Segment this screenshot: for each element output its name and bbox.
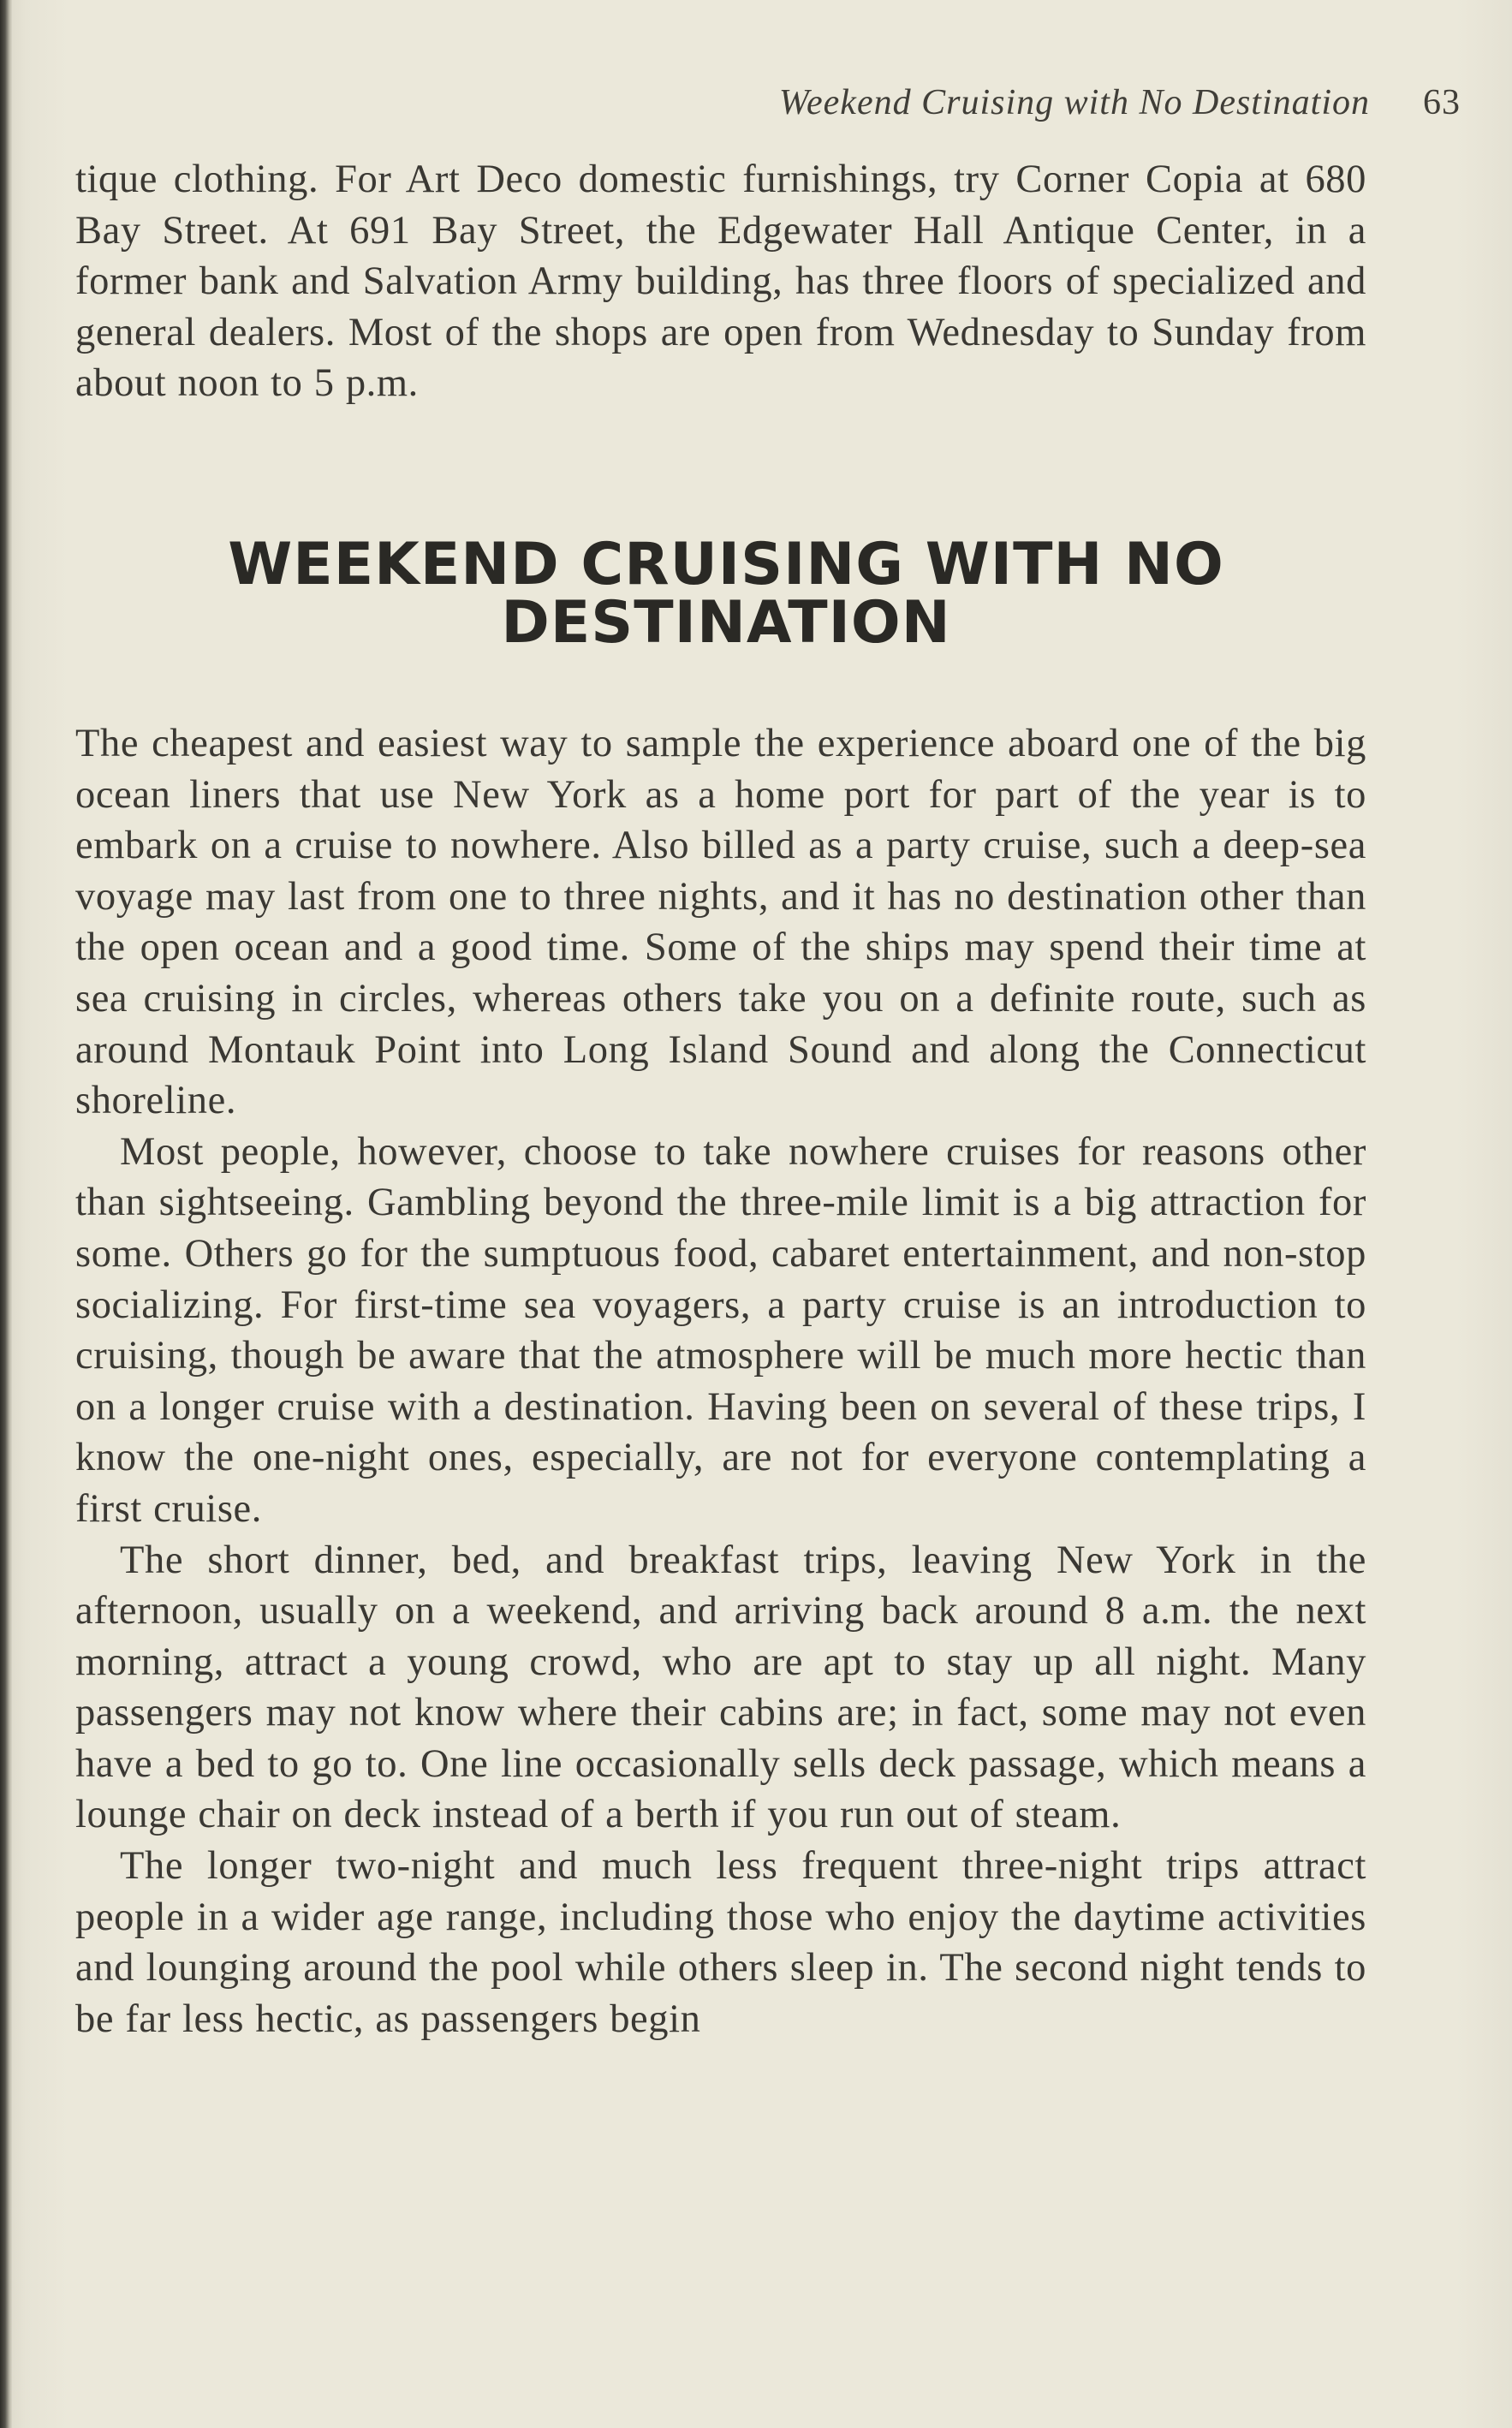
running-head-title: Weekend Cruising with No Destination <box>778 83 1370 122</box>
section-heading <box>75 531 1377 657</box>
body-paragraph-1: The cheapest and easiest way to sample the experience aboard one of the big ocean liners that use New York as a home port for part of the year is to embark on a cruise to nowhere. Also billed as a party cruise, such a deep-sea voyage may last from one to three nights, and it has no destination other than the open ocean and a good time. Some of the ships may spend their time at sea cruising in circles, whereas others take you on a definite route, such as around Montauk Point into Long Island Sound and along the Connecticut shoreline. <box>75 722 1366 1123</box>
running-head <box>75 82 1461 134</box>
binding-edge <box>0 0 12 2428</box>
section-heading-line-2: DESTINATION <box>501 589 951 657</box>
section-heading-line-1: WEEKEND CRUISING WITH NO <box>228 531 1224 598</box>
continued-paragraph-block <box>75 154 1366 409</box>
body-paragraph-4: The longer two-night and much less frequent three-night trips attract people in a wider age range, including those who enjoy the daytime activities and lounging around the pool while others sleep in. The second night tends to be far less hectic, as passengers begin <box>75 1844 1366 2041</box>
continued-paragraph: tique clothing. For Art Deco domestic furnishings, try Corner Copia at 680 Bay Street. At 691 Bay Street, the Edgewater Hall Antique Center, in a former bank and Salvation Army building, has three floors of specialized and general dealers. Most of the shops are open from Wednesday to Sunday from about noon to 5 p.m. <box>75 158 1366 406</box>
body-paragraph-2: Most people, however, choose to take nowhere cruises for reasons other than sightseeing. Gambling beyond the three-mile limit is a big attraction for some. Others go for the sumptuous food, cabaret entertainment, and non-stop socializing. For first-time sea voyagers, a party cruise is an introduction to cruising, though be aware that the atmosphere will be much more hectic than on a longer cruise with a destination. Having been on several of these trips, I know the one-night ones, especially, are not for everyone contemplating a first cruise. <box>75 1129 1366 1531</box>
section-body <box>75 718 1366 2044</box>
page-number: 63 <box>1423 83 1461 122</box>
body-paragraph-3: The short dinner, bed, and breakfast trips, leaving New York in the afternoon, usually on a weekend, and arriving back around 8 a.m. the next morning, attract a young crowd, who are apt to stay up all night. Many passengers may not know where their cabins are; in fact, some may not even have a bed to go to. One line occasionally sells deck passage, which means a lounge chair on deck instead of a berth if you run out of steam. <box>75 1538 1366 1837</box>
